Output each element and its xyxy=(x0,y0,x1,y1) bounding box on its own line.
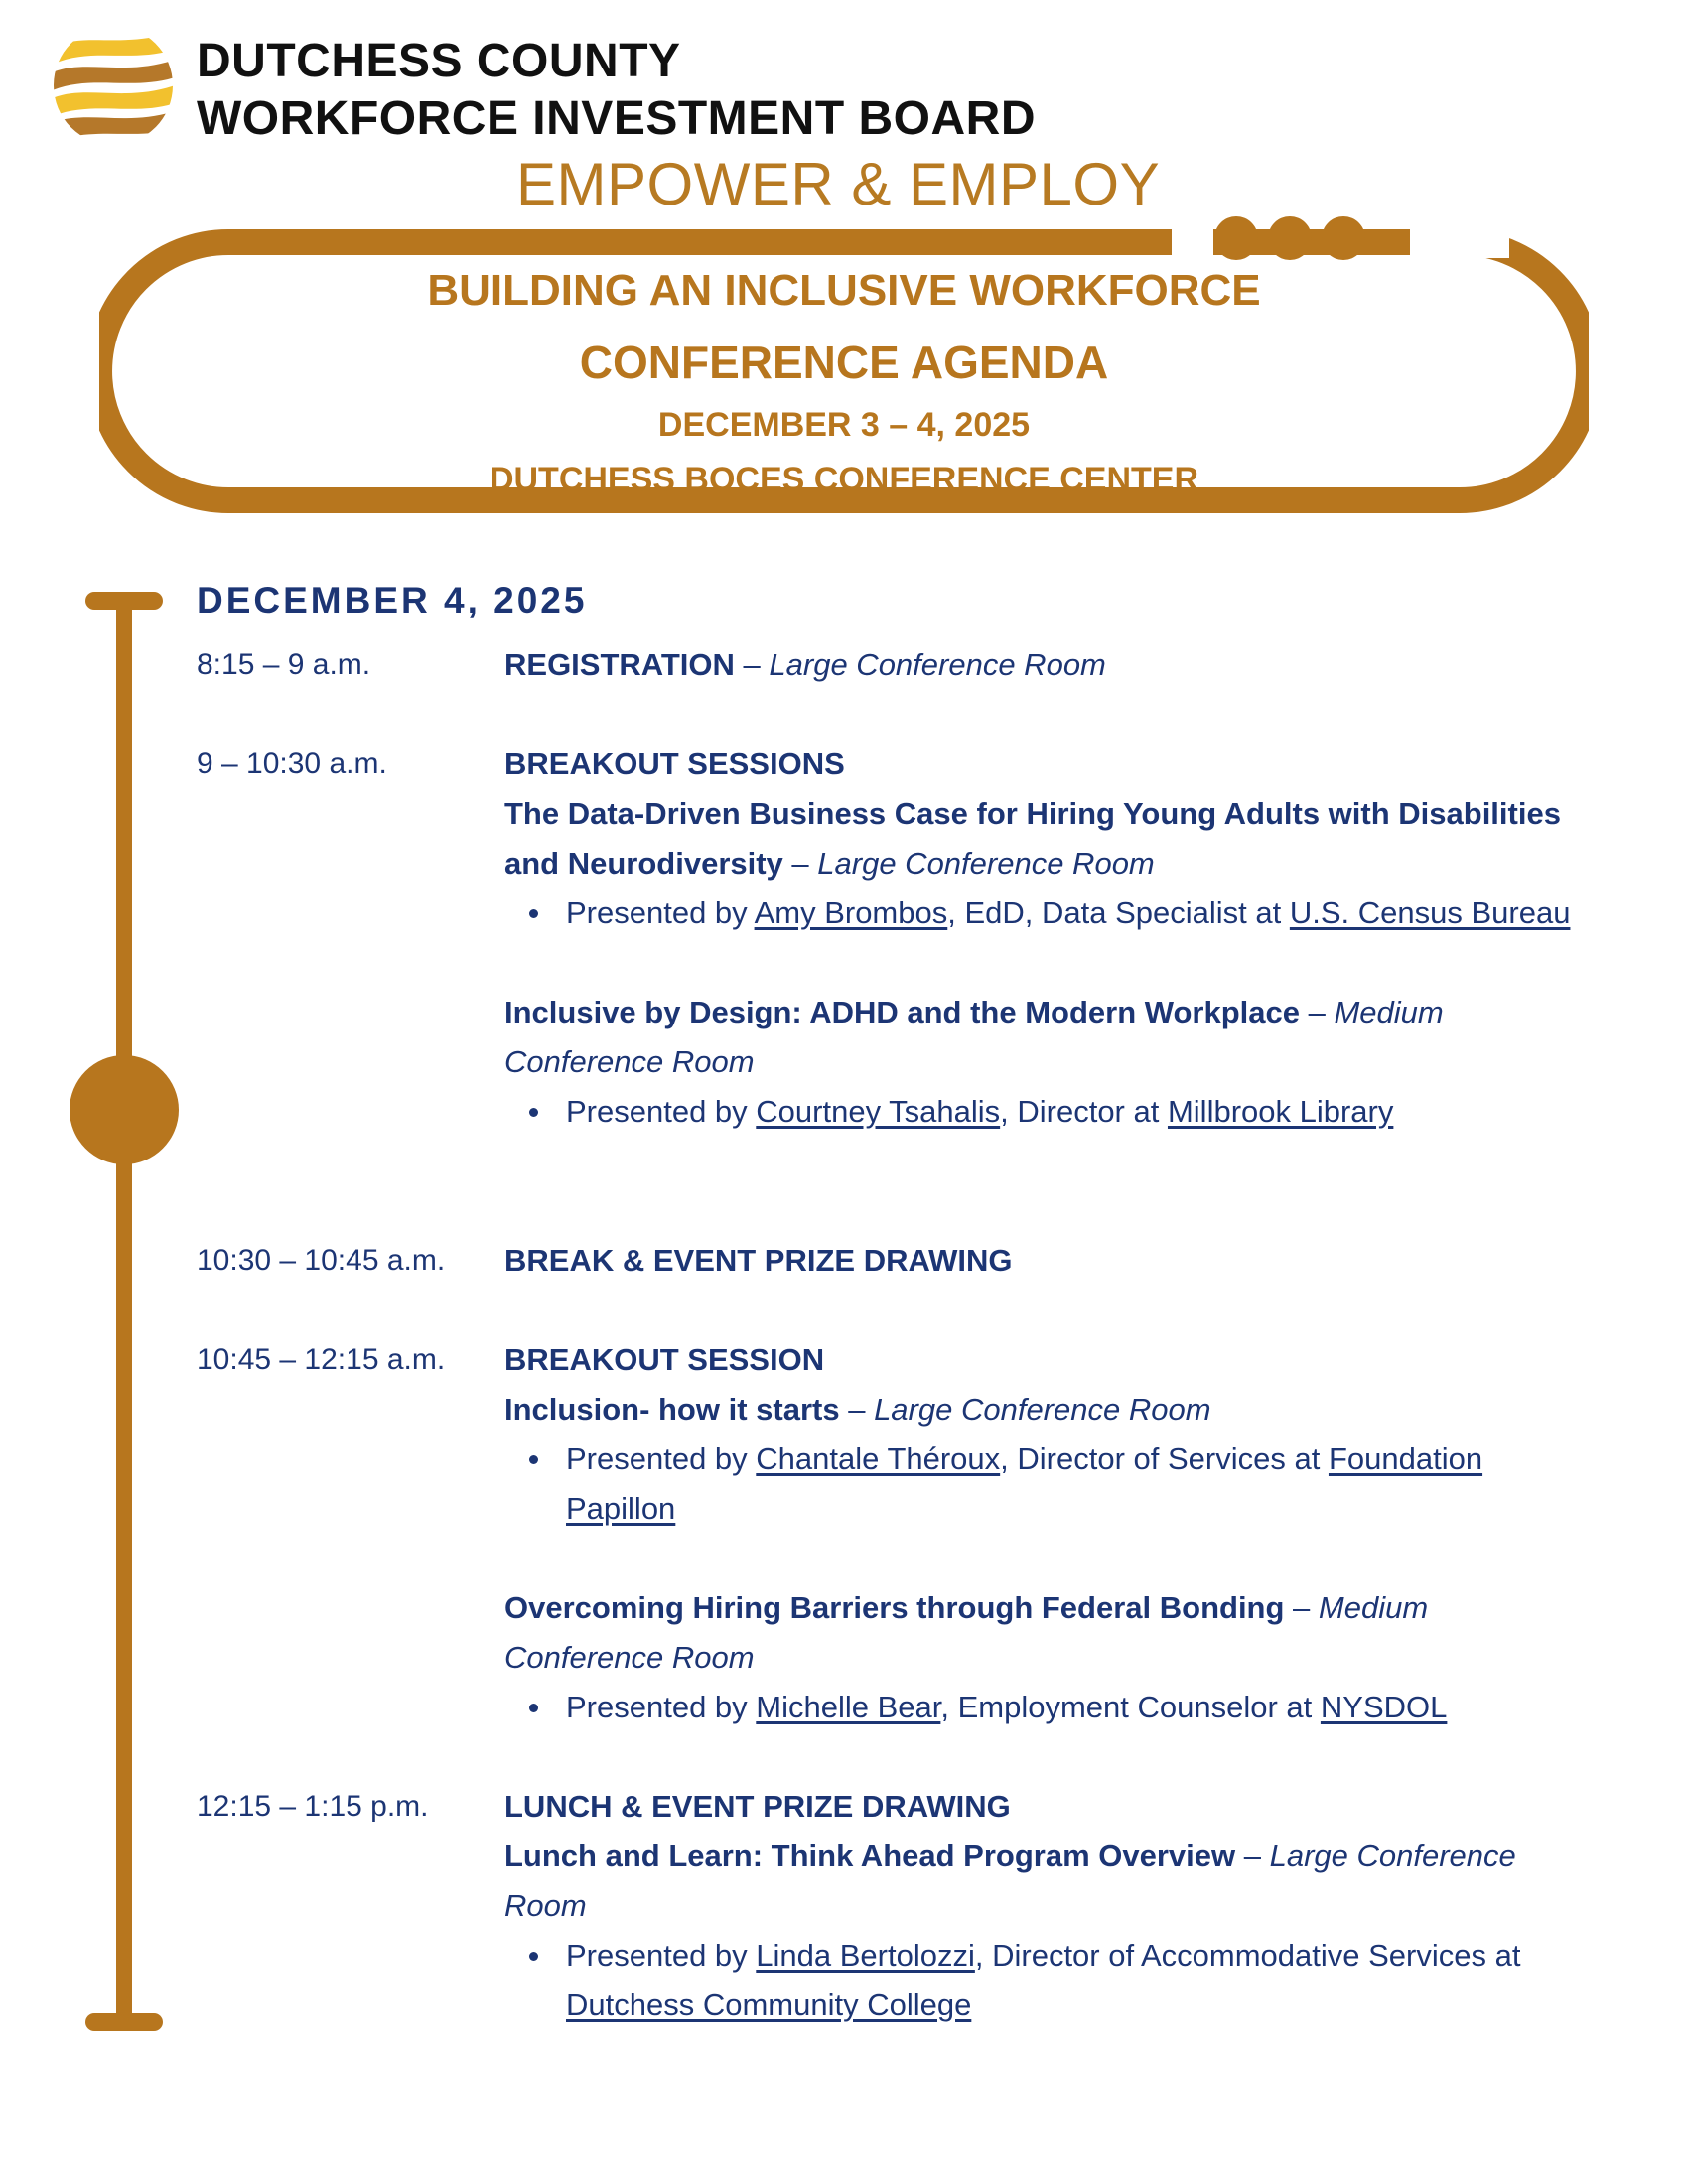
banner-title-line-2: CONFERENCE AGENDA xyxy=(579,337,1109,388)
session-title: Inclusive by Design: ADHD and the Modern Workplace xyxy=(504,995,1300,1029)
session xyxy=(504,1385,1577,1534)
presenter-bullet xyxy=(504,1683,1577,1732)
org-name-line-2: WORKFORCE INVESTMENT BOARD xyxy=(197,92,1036,145)
slot-time: 9 – 10:30 a.m. xyxy=(197,748,387,780)
presenter-role: , Director of Services at xyxy=(1000,1441,1329,1476)
session-title: Lunch and Learn: Think Ahead Program Overview xyxy=(504,1839,1236,1873)
presenter-prefix: Presented by xyxy=(566,1094,757,1129)
session-title: The Data-Driven Business Case for Hiring Young Adults with Disabilities and Neurodiversity xyxy=(504,796,1561,881)
session-title-line xyxy=(504,1583,1577,1683)
title-separator: – xyxy=(1235,1839,1270,1873)
timeline-bottom-cap xyxy=(85,2013,163,2031)
title-separator: – xyxy=(839,1392,875,1427)
slot-heading: BREAKOUT SESSIONS xyxy=(504,747,845,781)
organization-link[interactable]: NYSDOL xyxy=(1320,1690,1448,1724)
slot-title-line xyxy=(504,640,1577,690)
banner-title-line-1: BUILDING AN INCLUSIVE WORKFORCE xyxy=(427,266,1261,315)
session-title-line xyxy=(504,1385,1577,1434)
presenter-prefix: Presented by xyxy=(566,1938,757,1973)
organization-link[interactable]: U.S. Census Bureau xyxy=(1289,895,1571,930)
striped-sphere-logo-icon xyxy=(50,22,177,149)
slot-room: Large Conference Room xyxy=(769,647,1106,682)
slot-details xyxy=(504,1335,1577,1732)
session-room: Large Conference Room xyxy=(504,1839,1516,1923)
presenter-prefix: Presented by xyxy=(566,1690,757,1724)
banner-dot-3 xyxy=(1322,216,1365,260)
session-room: Medium Conference Room xyxy=(504,1590,1429,1675)
org-name-line-1: DUTCHESS COUNTY xyxy=(197,35,681,87)
presenter-link[interactable]: Courtney Tsahalis xyxy=(756,1094,1001,1129)
session-title-line xyxy=(504,988,1577,1087)
presenter-bullet xyxy=(504,1087,1577,1137)
slot-time: 10:45 – 12:15 a.m. xyxy=(197,1343,446,1376)
timeline-marker xyxy=(70,1055,179,1164)
session-title: Inclusion- how it starts xyxy=(504,1392,840,1427)
banner-dates: DECEMBER 3 – 4, 2025 xyxy=(657,406,1031,444)
session xyxy=(504,1832,1577,2030)
slot-time: 12:15 – 1:15 p.m. xyxy=(197,1790,429,1823)
tagline: EMPOWER & EMPLOY xyxy=(516,151,1161,217)
session xyxy=(504,988,1577,1137)
slot-details xyxy=(504,740,1577,1137)
organization-link[interactable]: Foundation Papillon xyxy=(566,1441,1483,1526)
title-separator: – xyxy=(1284,1590,1319,1625)
presenter-role: , Director of Accommodative Services at xyxy=(974,1938,1521,1973)
presenter-link[interactable]: Michelle Bear xyxy=(756,1690,941,1724)
presenter-bullet xyxy=(504,1931,1577,2030)
presenter-prefix: Presented by xyxy=(566,1441,757,1476)
presenter-link[interactable]: Linda Bertolozzi xyxy=(756,1938,975,1973)
session-title: Overcoming Hiring Barriers through Federal Bonding xyxy=(504,1590,1285,1625)
presenter-role: , Employment Counselor at xyxy=(940,1690,1321,1724)
banner-dot-2 xyxy=(1268,216,1312,260)
presenter-link[interactable]: Amy Brombos xyxy=(754,895,948,930)
banner-dot-1 xyxy=(1214,216,1258,260)
session xyxy=(504,1583,1577,1732)
presenter-link[interactable]: Chantale Théroux xyxy=(756,1441,1001,1476)
organization-link[interactable]: Millbrook Library xyxy=(1167,1094,1394,1129)
day-heading: DECEMBER 4, 2025 xyxy=(197,580,588,620)
slot-heading: BREAKOUT SESSION xyxy=(504,1342,825,1377)
title-separator: – xyxy=(734,647,770,682)
slot-heading: LUNCH & EVENT PRIZE DRAWING xyxy=(504,1789,1011,1824)
banner-venue: DUTCHESS BOCES CONFERENCE CENTER xyxy=(489,461,1199,498)
slot-time: 8:15 – 9 a.m. xyxy=(197,648,371,681)
session-title-line xyxy=(504,1832,1577,1931)
organization-link[interactable]: Dutchess Community College xyxy=(566,1987,972,2022)
session-room: Medium Conference Room xyxy=(504,995,1444,1079)
slot-details xyxy=(504,640,1577,690)
session xyxy=(504,789,1577,938)
title-separator: – xyxy=(782,846,818,881)
presenter-bullet xyxy=(504,1434,1577,1534)
session-room: Large Conference Room xyxy=(874,1392,1211,1427)
slot-details xyxy=(504,1236,1577,1286)
timeline-line xyxy=(116,596,132,2027)
presenter-bullet xyxy=(504,888,1577,938)
session-title-line xyxy=(504,789,1577,888)
slot-title: BREAK & EVENT PRIZE DRAWING xyxy=(504,1243,1013,1278)
timeline-graphic xyxy=(60,586,189,2045)
presenter-role: , EdD, Data Specialist at xyxy=(947,895,1290,930)
presenter-role: , Director at xyxy=(1000,1094,1168,1129)
slot-title: REGISTRATION xyxy=(504,647,735,682)
session-room: Large Conference Room xyxy=(817,846,1155,881)
slot-time: 10:30 – 10:45 a.m. xyxy=(197,1244,446,1277)
title-separator: – xyxy=(1299,995,1335,1029)
slot-details xyxy=(504,1782,1577,2030)
presenter-prefix: Presented by xyxy=(566,895,755,930)
